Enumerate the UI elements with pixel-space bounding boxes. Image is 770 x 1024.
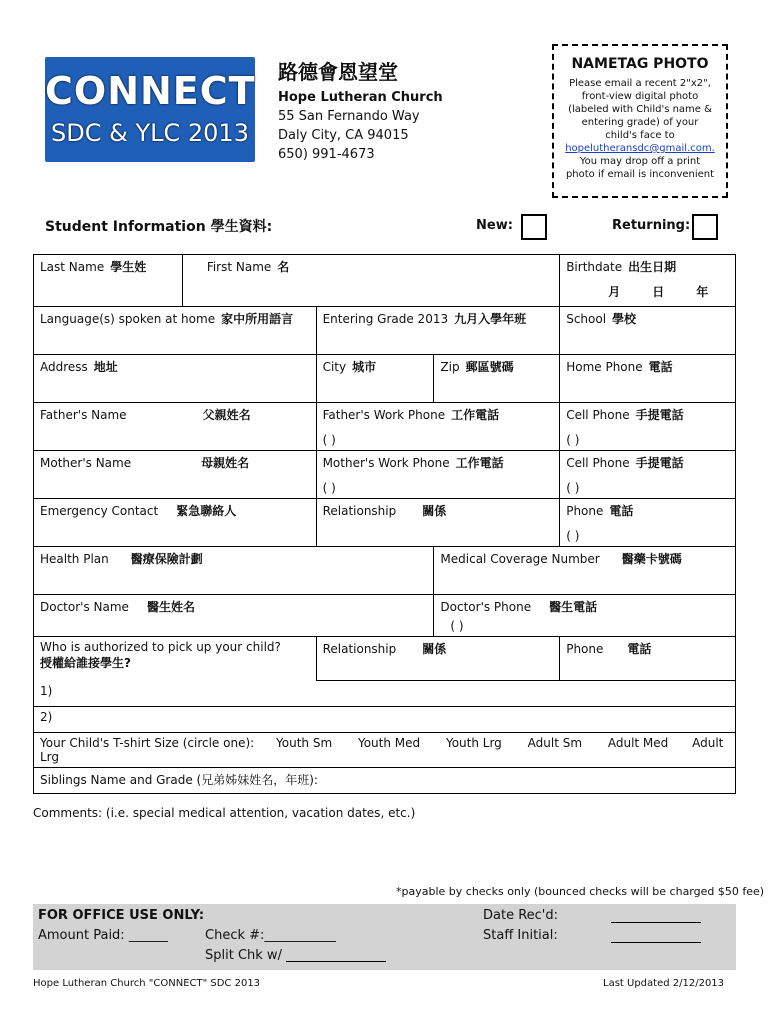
staff-initial-line[interactable] <box>611 942 701 943</box>
father-work-phone-field[interactable]: Father's Work Phone 工作電話 ( ) <box>316 403 560 451</box>
birthdate-field[interactable]: Birthdate 出生日期 月 日 年 <box>560 255 736 307</box>
split-check-line <box>286 961 386 962</box>
check-number-field[interactable]: Check #:___________ <box>205 928 336 943</box>
emergency-relationship-field[interactable]: Relationship 關係 <box>316 499 560 547</box>
emergency-phone-field[interactable]: Phone 電話 ( ) <box>560 499 736 547</box>
church-city: Daly City, CA 94015 <box>278 128 409 143</box>
pickup-phone-field[interactable]: Phone 電話 <box>560 637 736 681</box>
new-label: New: <box>476 218 513 233</box>
zip-field[interactable]: Zip 郵區號碼 <box>434 355 560 403</box>
nametag-photo-box <box>552 44 728 198</box>
city-field[interactable]: City 城市 <box>316 355 434 403</box>
home-phone-field[interactable]: Home Phone 電話 <box>560 355 736 403</box>
church-phone: 650) 991-4673 <box>278 147 375 162</box>
church-info <box>278 58 443 164</box>
logo-brand: CONNECT <box>45 69 256 113</box>
father-name-field[interactable]: Father's Name 父親姓名 <box>34 403 317 451</box>
footer-right: Last Updated 2/12/2013 <box>603 978 725 989</box>
nametag-line: front-view digital photo <box>581 91 699 102</box>
new-checkbox[interactable] <box>521 214 547 240</box>
pickup-relationship-field[interactable]: Relationship 關係 <box>316 637 560 681</box>
doctor-name-field[interactable]: Doctor's Name 醫生姓名 <box>34 595 434 637</box>
student-info-title: Student Information 學生資料: <box>45 219 273 235</box>
address-field[interactable]: Address 地址 <box>34 355 317 403</box>
tshirt-size-row <box>34 733 736 768</box>
logo-subtitle: SDC & YLC 2013 <box>51 119 249 147</box>
nametag-email-link[interactable]: hopelutheransdc@gmail.com. <box>565 143 715 154</box>
pickup-person-2-field[interactable]: 2) <box>34 707 736 733</box>
date-received-label: Date Rec'd: <box>483 908 559 923</box>
size-option[interactable]: Adult Med <box>607 736 669 750</box>
pickup-authorized-field[interactable]: Who is authorized to pick up your child? 授權給誰接學生? <box>34 637 317 681</box>
nametag-line: (labeled with Child's name & <box>568 104 712 115</box>
last-name-field[interactable]: Last Name 學生姓 <box>34 255 183 307</box>
mother-name-field[interactable]: Mother's Name 母親姓名 <box>34 451 317 499</box>
office-use-box <box>33 904 736 970</box>
mother-work-phone-field[interactable]: Mother's Work Phone 工作電話 ( ) <box>316 451 560 499</box>
size-option[interactable]: Youth Lrg <box>445 736 502 750</box>
church-name: Hope Lutheran Church <box>278 90 443 105</box>
father-cell-phone-field[interactable]: Cell Phone 手提電話 ( ) <box>560 403 736 451</box>
nametag-line: photo if email is inconvenient <box>565 169 715 180</box>
size-option[interactable]: Youth Sm <box>276 736 333 750</box>
emergency-contact-field[interactable]: Emergency Contact 緊急聯絡人 <box>34 499 317 547</box>
school-field[interactable]: School 學校 <box>560 307 736 355</box>
nametag-title: NAMETAG PHOTO <box>571 56 709 72</box>
returning-checkbox[interactable] <box>692 214 718 240</box>
siblings-field[interactable]: Siblings Name and Grade (兄弟姊妹姓名，年班): <box>34 768 736 794</box>
church-street: 55 San Fernando Way <box>278 109 420 124</box>
church-zh-name: 路德會恩望堂 <box>278 60 398 84</box>
staff-initial-label: Staff Initial: <box>483 928 558 943</box>
nametag-line: You may drop off a print <box>579 156 701 167</box>
nametag-line: entering grade) of your <box>581 117 699 128</box>
language-field[interactable]: Language(s) spoken at home 家中所用語言 <box>34 307 317 355</box>
nametag-line: child's face to <box>605 130 675 141</box>
connect-logo <box>45 57 255 162</box>
size-option[interactable]: Adult Lrg <box>40 736 724 764</box>
size-option[interactable]: Youth Med <box>357 736 421 750</box>
student-form-table <box>33 254 736 794</box>
office-title: FOR OFFICE USE ONLY: <box>38 908 205 923</box>
amount-paid-field[interactable]: Amount Paid: ______ <box>38 928 168 943</box>
mother-cell-phone-field[interactable]: Cell Phone 手提電話 ( ) <box>560 451 736 499</box>
doctor-phone-field[interactable]: Doctor's Phone 醫生電話 ( ) <box>434 595 736 637</box>
returning-label: Returning: <box>612 218 691 233</box>
size-option[interactable]: Adult Sm <box>527 736 583 750</box>
health-plan-field[interactable]: Health Plan 醫療保險計劃 <box>34 547 434 595</box>
nametag-line: Please email a recent 2"x2", <box>569 78 711 89</box>
split-check-field[interactable]: Split Chk w/ <box>205 948 282 963</box>
pickup-person-1-field[interactable]: 1) <box>34 681 736 707</box>
entering-grade-field[interactable]: Entering Grade 2013 九月入學年班 <box>316 307 560 355</box>
footer-left: Hope Lutheran Church "CONNECT" SDC 2013 <box>33 978 261 989</box>
tshirt-label: Your Child's T-shirt Size (circle one): <box>40 736 255 750</box>
comments-label: Comments: (i.e. special medical attention, vacation dates, etc.) <box>33 806 416 820</box>
date-received-line[interactable] <box>611 922 701 923</box>
payable-note: *payable by checks only (bounced checks will be charged $50 fee) <box>396 885 765 898</box>
medical-coverage-field[interactable]: Medical Coverage Number 醫藥卡號碼 <box>434 547 736 595</box>
first-name-field[interactable]: First Name 名 <box>182 255 559 307</box>
